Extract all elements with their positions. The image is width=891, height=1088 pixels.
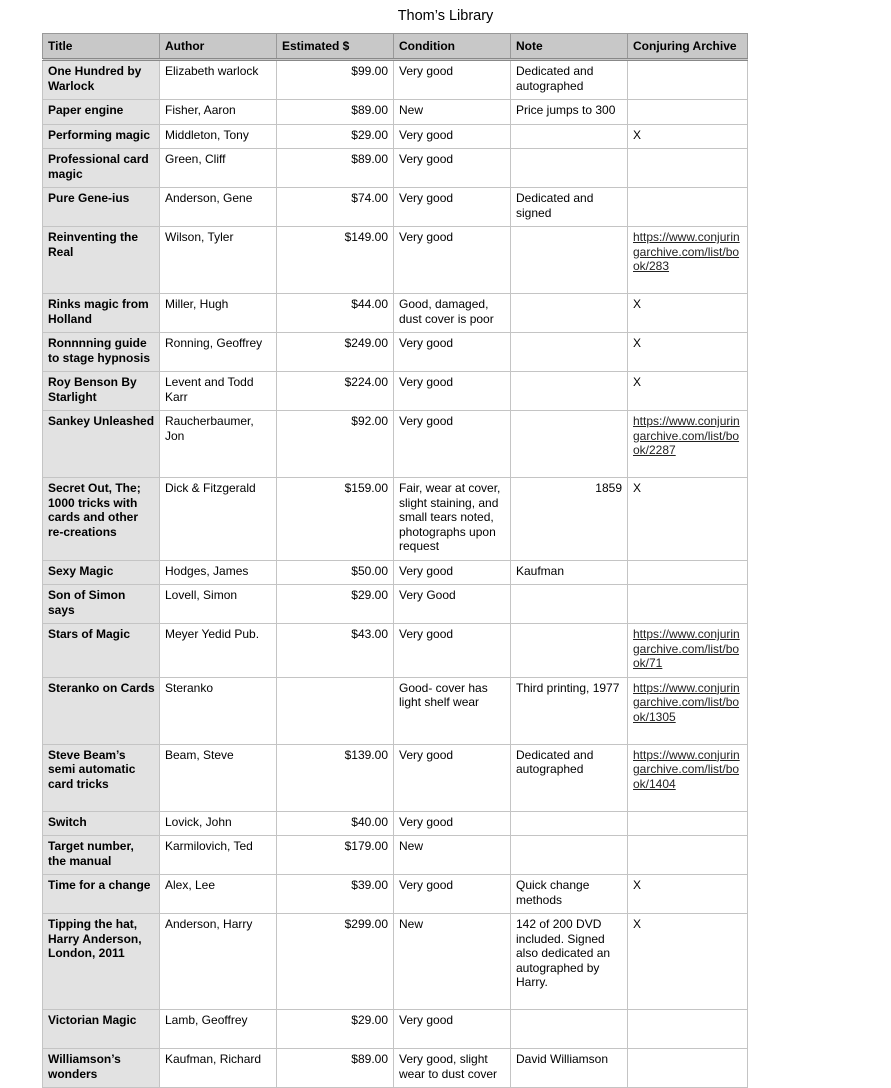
table-row[interactable] <box>43 914 748 1010</box>
archive-cell: X <box>628 333 748 372</box>
title-cell: Steve Beam’s semi automatic card tricks <box>43 744 160 811</box>
archive-cell <box>628 811 748 836</box>
archive-cell: X <box>628 124 748 149</box>
price-cell: $92.00 <box>277 411 394 478</box>
author-cell: Dick & Fitzgerald <box>160 478 277 561</box>
price-cell: $44.00 <box>277 294 394 333</box>
price-cell: $74.00 <box>277 188 394 227</box>
condition-cell: Very good <box>394 411 511 478</box>
archive-cell <box>628 60 748 100</box>
price-cell: $29.00 <box>277 1010 394 1049</box>
author-cell: Anderson, Gene <box>160 188 277 227</box>
table-row[interactable] <box>43 1010 748 1049</box>
archive-cell <box>628 585 748 624</box>
title-cell: Professional card magic <box>43 149 160 188</box>
author-cell: Meyer Yedid Pub. <box>160 624 277 678</box>
condition-cell: Very good <box>394 372 511 411</box>
title-cell: Roy Benson By Starlight <box>43 372 160 411</box>
price-cell: $40.00 <box>277 811 394 836</box>
title-cell: Stars of Magic <box>43 624 160 678</box>
author-cell: Hodges, James <box>160 560 277 585</box>
price-cell: $149.00 <box>277 227 394 294</box>
price-cell: $179.00 <box>277 836 394 875</box>
archive-link[interactable]: https://www.conjuringarchive.com/list/book/1404 <box>633 747 740 791</box>
price-cell: $159.00 <box>277 478 394 561</box>
archive-cell: X <box>628 478 748 561</box>
archive-cell: X <box>628 294 748 333</box>
note-cell <box>511 294 628 333</box>
table-row[interactable] <box>43 60 748 100</box>
condition-cell: New <box>394 914 511 1010</box>
table-row[interactable] <box>43 227 748 294</box>
title-cell: Son of Simon says <box>43 585 160 624</box>
condition-cell: Very Good <box>394 585 511 624</box>
note-cell: 1859 <box>511 478 628 561</box>
table-row[interactable] <box>43 478 748 561</box>
table-row[interactable] <box>43 560 748 585</box>
table-row[interactable] <box>43 875 748 914</box>
title-cell: Sexy Magic <box>43 560 160 585</box>
table-row[interactable] <box>43 188 748 227</box>
author-cell: Anderson, Harry <box>160 914 277 1010</box>
archive-cell <box>628 1010 748 1049</box>
archive-cell <box>628 836 748 875</box>
archive-cell: X <box>628 372 748 411</box>
col-header-price[interactable]: Estimated $ <box>277 34 394 60</box>
author-cell: Ronning, Geoffrey <box>160 333 277 372</box>
archive-cell <box>628 188 748 227</box>
title-cell: Steranko on Cards <box>43 677 160 744</box>
author-cell: Beam, Steve <box>160 744 277 811</box>
condition-cell: Very good <box>394 124 511 149</box>
archive-link[interactable]: https://www.conjuringarchive.com/list/book/2287 <box>633 414 740 457</box>
table-row[interactable] <box>43 333 748 372</box>
price-cell: $139.00 <box>277 744 394 811</box>
title-cell: Victorian Magic <box>43 1010 160 1049</box>
author-cell: Lovick, John <box>160 811 277 836</box>
note-cell: 142 of 200 DVD included. Signed also dedicated an autographed by Harry. <box>511 914 628 1010</box>
title-cell: Time for a change <box>43 875 160 914</box>
note-cell: David Williamson <box>511 1049 628 1088</box>
condition-cell: Very good <box>394 624 511 678</box>
table-row[interactable] <box>43 1049 748 1088</box>
author-cell: Lovell, Simon <box>160 585 277 624</box>
condition-cell: Very good <box>394 333 511 372</box>
table-row[interactable] <box>43 585 748 624</box>
col-header-condition[interactable]: Condition <box>394 34 511 60</box>
archive-cell <box>628 100 748 125</box>
title-cell: One Hundred by Warlock <box>43 60 160 100</box>
price-cell: $89.00 <box>277 100 394 125</box>
price-cell: $249.00 <box>277 333 394 372</box>
table-row[interactable] <box>43 100 748 125</box>
price-cell: $299.00 <box>277 914 394 1010</box>
title-cell: Tipping the hat, Harry Anderson, London, 2011 <box>43 914 160 1010</box>
author-cell: Lamb, Geoffrey <box>160 1010 277 1049</box>
price-cell: $39.00 <box>277 875 394 914</box>
condition-cell: Very good <box>394 188 511 227</box>
title-cell: Reinventing the Real <box>43 227 160 294</box>
title-cell: Secret Out, The; 1000 tricks with cards and other re-creations <box>43 478 160 561</box>
archive-cell <box>628 560 748 585</box>
condition-cell: Very good <box>394 744 511 811</box>
table-row[interactable] <box>43 677 748 744</box>
author-cell: Miller, Hugh <box>160 294 277 333</box>
table-row[interactable] <box>43 624 748 678</box>
price-cell: $43.00 <box>277 624 394 678</box>
note-cell <box>511 811 628 836</box>
title-cell: Rinks magic from Holland <box>43 294 160 333</box>
col-header-note[interactable]: Note <box>511 34 628 60</box>
archive-link[interactable]: https://www.conjuringarchive.com/list/book/1305 <box>633 680 740 724</box>
col-header-archive[interactable]: Conjuring Archive <box>628 34 748 60</box>
price-cell: $89.00 <box>277 149 394 188</box>
condition-cell: Fair, wear at cover, slight staining, and small tears noted, photographs upon request <box>394 478 511 561</box>
archive-cell <box>628 149 748 188</box>
table-row[interactable] <box>43 744 748 811</box>
archive-cell <box>628 677 748 744</box>
title-cell: Ronnnning guide to stage hypnosis <box>43 333 160 372</box>
condition-cell: New <box>394 100 511 125</box>
condition-cell: Very good <box>394 227 511 294</box>
archive-cell <box>628 227 748 294</box>
condition-cell: Good- cover has light shelf wear <box>394 677 511 744</box>
note-cell: Dedicated and signed <box>511 188 628 227</box>
table-row[interactable] <box>43 836 748 875</box>
table-row[interactable] <box>43 811 748 836</box>
title-cell: Sankey Unleashed <box>43 411 160 478</box>
author-cell: Elizabeth warlock <box>160 60 277 100</box>
archive-cell: X <box>628 875 748 914</box>
archive-link[interactable]: https://www.conjuringarchive.com/list/book/283 <box>633 230 740 273</box>
note-cell: Dedicated and autographed <box>511 60 628 100</box>
author-cell: Kaufman, Richard <box>160 1049 277 1088</box>
author-cell: Alex, Lee <box>160 875 277 914</box>
title-cell: Williamson’s wonders <box>43 1049 160 1088</box>
page-title: Thom’s Library <box>397 8 494 24</box>
archive-cell <box>628 1049 748 1088</box>
condition-cell: Good, damaged, dust cover is poor <box>394 294 511 333</box>
condition-cell: New <box>394 836 511 875</box>
author-cell: Karmilovich, Ted <box>160 836 277 875</box>
archive-cell <box>628 744 748 811</box>
author-cell: Fisher, Aaron <box>160 100 277 125</box>
note-cell <box>511 149 628 188</box>
note-cell <box>511 624 628 678</box>
note-cell <box>511 836 628 875</box>
title-cell: Target number, the manual <box>43 836 160 875</box>
note-cell: Quick change methods <box>511 875 628 914</box>
note-cell: Price jumps to 300 <box>511 100 628 125</box>
price-cell: $29.00 <box>277 124 394 149</box>
table-row[interactable] <box>43 149 748 188</box>
condition-cell: Very good <box>394 811 511 836</box>
note-cell <box>511 372 628 411</box>
archive-cell <box>628 624 748 678</box>
condition-cell: Very good, slight wear to dust cover <box>394 1049 511 1088</box>
title-cell: Pure Gene-ius <box>43 188 160 227</box>
table-row[interactable] <box>43 294 748 333</box>
price-cell: $89.00 <box>277 1049 394 1088</box>
title-cell: Switch <box>43 811 160 836</box>
note-cell <box>511 1010 628 1049</box>
note-cell <box>511 411 628 478</box>
condition-cell: Very good <box>394 560 511 585</box>
condition-cell: Very good <box>394 149 511 188</box>
note-cell: Kaufman <box>511 560 628 585</box>
author-cell: Green, Cliff <box>160 149 277 188</box>
author-cell: Wilson, Tyler <box>160 227 277 294</box>
price-cell: $29.00 <box>277 585 394 624</box>
author-cell: Raucherbaumer, Jon <box>160 411 277 478</box>
header-row <box>43 34 748 60</box>
author-cell: Levent and Todd Karr <box>160 372 277 411</box>
note-cell <box>511 585 628 624</box>
author-cell: Middleton, Tony <box>160 124 277 149</box>
price-cell: $99.00 <box>277 60 394 100</box>
archive-link[interactable]: https://www.conjuringarchive.com/list/book/71 <box>633 627 740 670</box>
library-table <box>42 33 748 1088</box>
table-row[interactable] <box>43 372 748 411</box>
title-cell: Paper engine <box>43 100 160 125</box>
archive-cell: X <box>628 914 748 1010</box>
table-row[interactable] <box>43 411 748 478</box>
condition-cell: Very good <box>394 1010 511 1049</box>
title-cell: Performing magic <box>43 124 160 149</box>
col-header-title[interactable]: Title <box>43 34 160 60</box>
note-cell <box>511 333 628 372</box>
note-cell: Dedicated and autographed <box>511 744 628 811</box>
author-cell: Steranko <box>160 677 277 744</box>
col-header-author[interactable]: Author <box>160 34 277 60</box>
archive-cell <box>628 411 748 478</box>
condition-cell: Very good <box>394 60 511 100</box>
price-cell <box>277 677 394 744</box>
note-cell: Third printing, 1977 <box>511 677 628 744</box>
price-cell: $50.00 <box>277 560 394 585</box>
table-row[interactable] <box>43 124 748 149</box>
condition-cell: Very good <box>394 875 511 914</box>
price-cell: $224.00 <box>277 372 394 411</box>
note-cell <box>511 124 628 149</box>
note-cell <box>511 227 628 294</box>
